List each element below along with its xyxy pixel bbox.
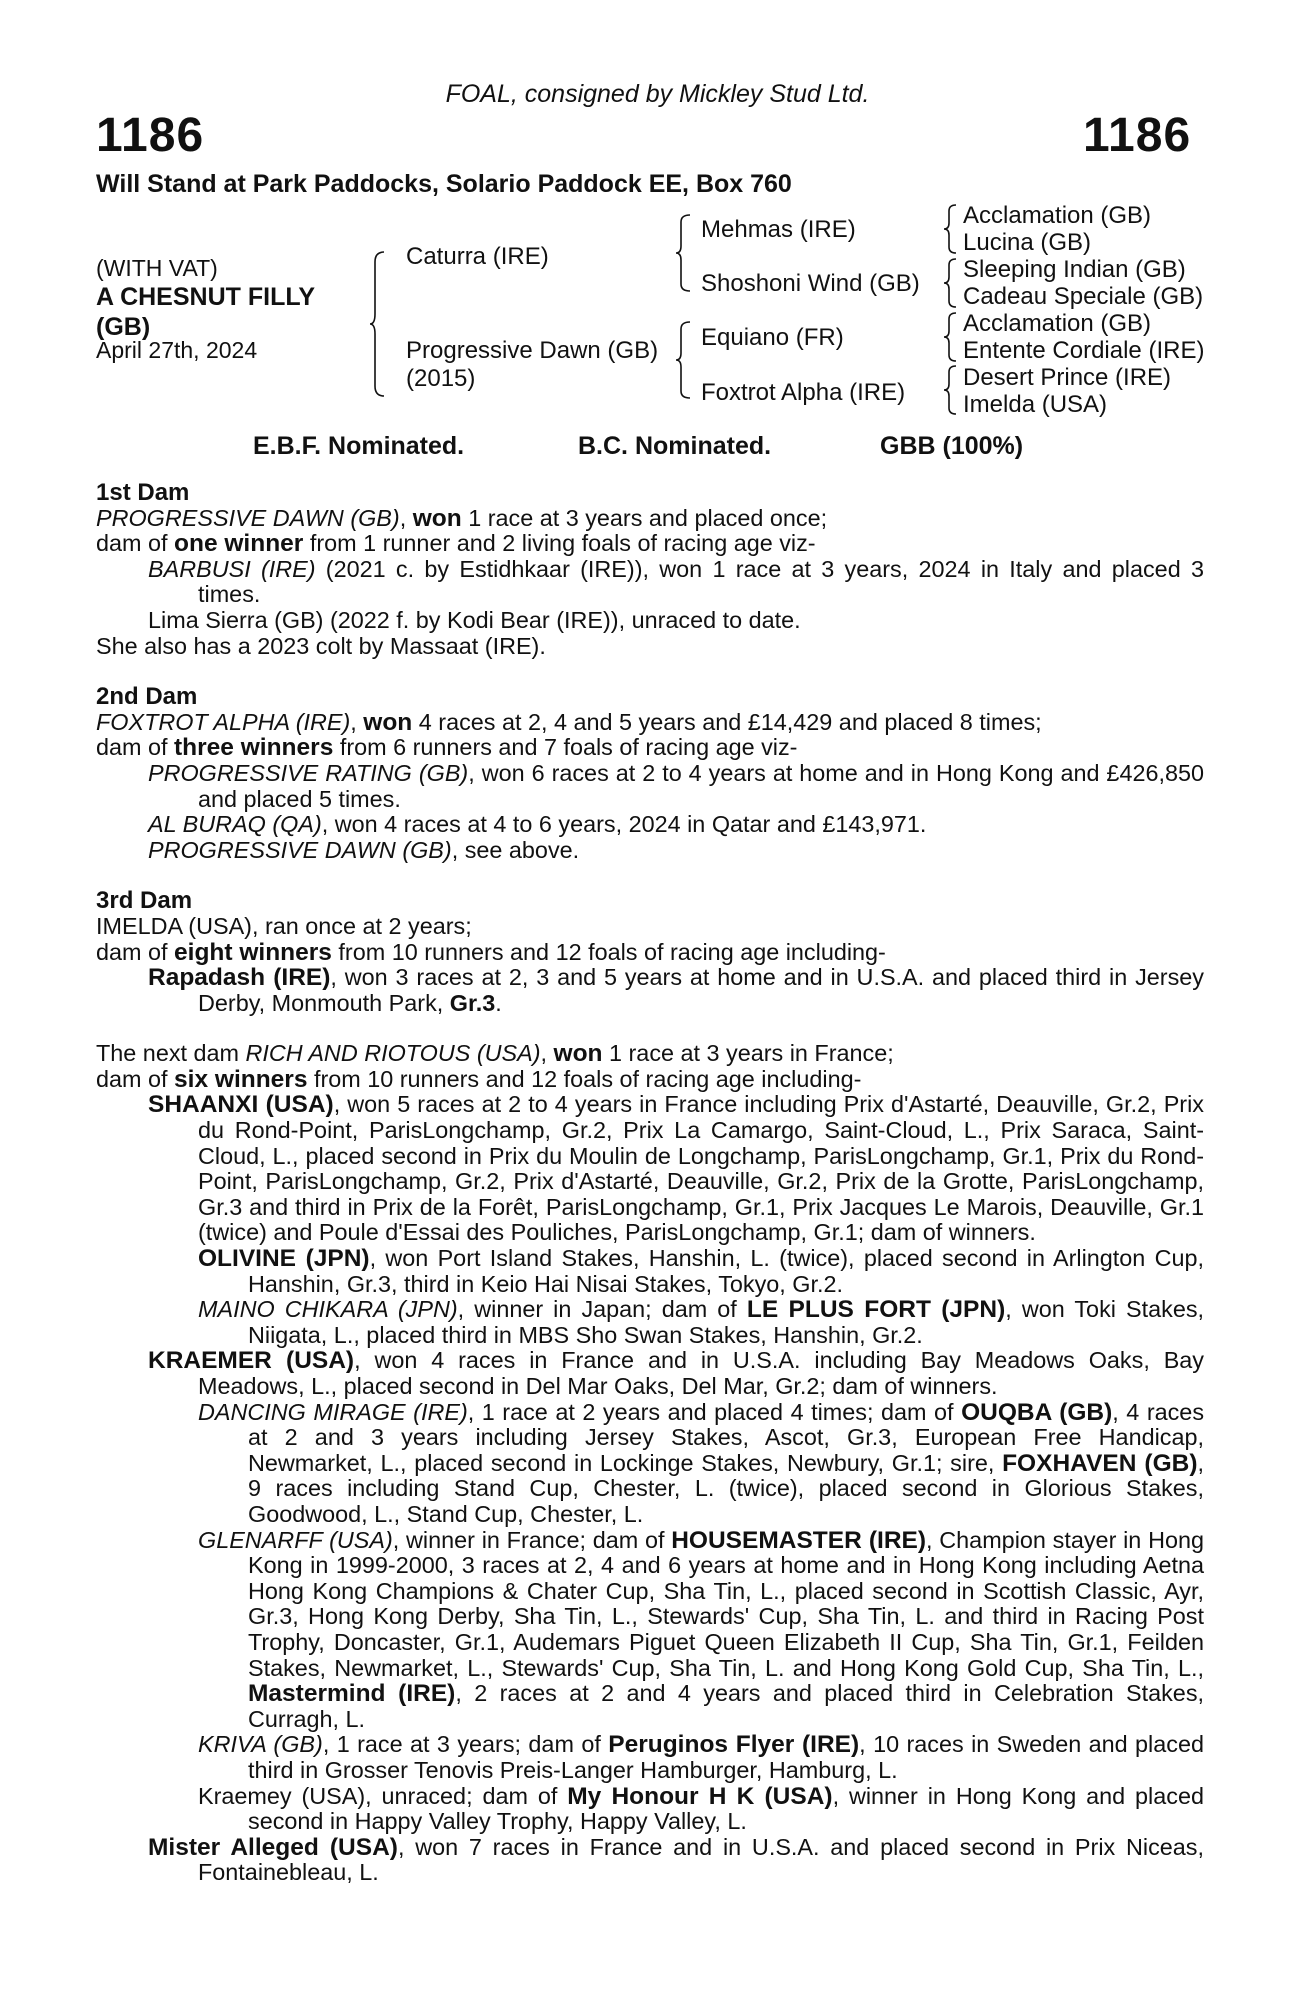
vat-note: (WITH VAT)	[96, 255, 218, 281]
offspring-dancing-mirage: DANCING MIRAGE (IRE), 1 race at 2 years and placed 4 times; dam of OUQBA (GB), 4 races at 2 and 3 years including Jersey Stakes, Ascot, Gr.3, European Free Handicap, Newmarket, L., placed second in Lockinge Stakes, Newbury, Gr.1; sire, FOXHAVEN (GB), 9 races including Stand Cup, Chester, L. (twice), placed second in Glorious Stakes, Goodwood, L., Stand Cup, Chester, L.	[198, 1398, 1205, 1527]
first-dam-heading: 1st Dam	[96, 479, 190, 506]
pedigree-sdd: Cadeau Speciale (GB)	[963, 283, 1204, 310]
second-dam-produce: dam of three winners from 6 runners and 7 foals of racing age viz-	[96, 734, 798, 762]
pedigree-bracket-ss	[944, 203, 960, 255]
first-dam-offspring-2: Lima Sierra (GB) (2022 f. by Kodi Bear (IRE)), unraced to date.	[148, 606, 801, 633]
lot-name-line2: (GB)	[96, 313, 151, 341]
pedigree-ddd: Imelda (USA)	[963, 391, 1108, 418]
third-dam-produce: dam of eight winners from 10 runners and 12 foals of racing age including-	[96, 938, 886, 966]
offspring-shaanxi: SHAANXI (USA), won 5 races at 2 to 4 years in France including Prix d'Astarté, Deauville, Gr.2, Prix du Rond-Point, ParisLongchamp, Gr.2, Prix La Camargo, Saint-Cloud, L., Prix Saraca, Saint-Cloud, L., placed second in Prix du Moulin de Longchamp, ParisLongchamp, Gr.1, Prix du Rond-Point, ParisLongchamp, Gr.2, Prix d'Astarté, Deauville, Gr.2, Prix de la Grotte, ParisLongchamp, Gr.3 and third in Prix de la Forêt, ParisLongchamp, Gr.1, Prix Jacques Le Marois, Deauville, Gr.1 (twice) and Poule d'Essai des Pouliches, ParisLongchamp, Gr.1; dam of winners.	[148, 1091, 1204, 1246]
pedigree-bracket-ds	[944, 311, 960, 363]
first-dam-offspring-1: BARBUSI (IRE) (2021 c. by Estidhkaar (IRE)), won 1 race at 3 years, 2024 in Italy and placed 3 times.	[148, 555, 1204, 608]
pedigree-bracket-dd	[944, 364, 960, 416]
third-dam-heading: 3rd Dam	[96, 887, 193, 915]
pedigree-bracket-dam	[676, 320, 696, 400]
produce-record	[96, 480, 1204, 1886]
next-dam-produce: dam of six winners from 10 runners and 12 foals of racing age including-	[96, 1065, 862, 1093]
lot-number-right: 1186	[1083, 109, 1192, 162]
second-dam-offspring-1: PROGRESSIVE RATING (GB), won 6 races at 2 to 4 years at home and in Hong Kong and £426,850 and placed 5 times.	[148, 759, 1204, 812]
stand-location: Will Stand at Park Paddocks, Solario Paddock EE, Box 760	[96, 170, 792, 198]
third-dam-record: IMELDA (USA), ran once at 2 years;	[96, 912, 472, 939]
gbb-status: GBB (100%)	[880, 432, 1024, 460]
pedigree-dsd: Entente Cordiale (IRE)	[963, 337, 1205, 364]
foaling-date: April 27th, 2024	[96, 337, 258, 363]
offspring-kraemey: Kraemey (USA), unraced; dam of My Honour H K (USA), winner in Hong Kong and placed second in Happy Valley Trophy, Happy Valley, L.	[198, 1782, 1204, 1835]
next-dam-record: The next dam RICH AND RIOTOUS (USA), won 1 race at 3 years in France;	[96, 1040, 894, 1068]
first-dam-record: PROGRESSIVE DAWN (GB), won 1 race at 3 years and placed once;	[96, 504, 828, 532]
third-dam-offspring-1: Rapadash (IRE), won 3 races at 2, 3 and 5 years at home and in U.S.A. and placed third in Jersey Derby, Monmouth Park, Gr.3.	[148, 964, 1204, 1016]
second-dam-offspring-2: AL BURAQ (QA), won 4 races at 4 to 6 years, 2024 in Qatar and £143,971.	[148, 811, 927, 838]
pedigree-sss: Acclamation (GB)	[963, 202, 1152, 229]
offspring-kraemer: KRAEMER (USA), won 4 races in France and in U.S.A. including Bay Meadows Oaks, Bay Meadows, L., placed second in Del Mar Oaks, Del Mar, Gr.2; dam of winners.	[148, 1347, 1205, 1399]
pedigree-dds: Desert Prince (IRE)	[963, 364, 1172, 391]
first-dam-note: She also has a 2023 colt by Massaat (IRE).	[96, 632, 546, 659]
pedigree-dam-line1: Progressive Dawn (GB)	[406, 337, 659, 364]
offspring-mister-alleged: Mister Alleged (USA), won 7 races in France and in U.S.A. and placed second in Prix Niceas, Fontainebleau, L.	[148, 1833, 1204, 1886]
lot-description	[96, 282, 315, 342]
lot-number-left: 1186	[96, 109, 205, 162]
offspring-glenarff: GLENARFF (USA), winner in France; dam of HOUSEMASTER (IRE), Champion stayer in Hong Kong in 1999-2000, 3 races at 2, 4 and 6 years at home and in Hong Kong including Aetna Hong Kong Champions & Chater Cup, Sha Tin, L., placed second in Scottish Classic, Ayr, Gr.3, Hong Kong Derby, Sha Tin, L., Stewards' Cup, Sha Tin, L. and third in Racing Post Trophy, Doncaster, Gr.1, Audemars Piguet Queen Elizabeth II Cup, Sha Tin, Gr.1, Feilden Stakes, Newmarket, L., Stewards' Cup, Sha Tin, L. and Hong Kong Gold Cup, Sha Tin, L., Mastermind (IRE), 2 races at 2 and 4 years and placed third in Celebration Stakes, Curragh, L.	[198, 1526, 1205, 1732]
pedigree-sire: Caturra (IRE)	[406, 243, 549, 270]
pedigree-bracket-sire	[676, 213, 696, 293]
pedigree-sire-dam: Shoshoni Wind (GB)	[701, 270, 920, 297]
lot-name-line1: A CHESNUT FILLY	[96, 283, 315, 311]
pedigree-sire-sire: Mehmas (IRE)	[701, 216, 856, 243]
pedigree-dam-dam: Foxtrot Alpha (IRE)	[701, 379, 906, 406]
pedigree-ssd: Lucina (GB)	[963, 229, 1092, 256]
offspring-olivine: OLIVINE (JPN), won Port Island Stakes, Hanshin, L. (twice), placed second in Arlington Cup, Hanshin, Gr.3, third in Keio Hai Nisai Stakes, Tokyo, Gr.2.	[198, 1245, 1204, 1297]
first-dam-produce: dam of one winner from 1 runner and 2 living foals of racing age viz-	[96, 530, 816, 558]
pedigree-sds: Sleeping Indian (GB)	[963, 256, 1186, 283]
offspring-kriva: KRIVA (GB), 1 race at 3 years; dam of Peruginos Flyer (IRE), 10 races in Sweden and placed third in Grosser Tenovis Preis-Langer Hamburger, Hamburg, L.	[198, 1731, 1204, 1783]
consignment-line: FOAL, consigned by Mickley Stud Ltd.	[445, 80, 870, 108]
ebf-nomination: E.B.F. Nominated.	[253, 432, 465, 460]
pedigree-dam-line2: (2015)	[406, 365, 476, 392]
pedigree-dam-sire: Equiano (FR)	[701, 324, 844, 351]
offspring-maino-chikara: MAINO CHIKARA (JPN), winner in Japan; dam of LE PLUS FORT (JPN), won Toki Stakes, Niigata, L., placed third in MBS Sho Swan Stakes, Hanshin, Gr.2.	[198, 1296, 1205, 1348]
pedigree-bracket-sd	[944, 257, 960, 309]
second-dam-offspring-3: PROGRESSIVE DAWN (GB), see above.	[148, 836, 580, 863]
pedigree-bracket-main	[370, 250, 390, 400]
second-dam-record: FOXTROT ALPHA (IRE), won 4 races at 2, 4 and 5 years and £14,429 and placed 8 times;	[96, 708, 1042, 736]
bc-nomination: B.C. Nominated.	[578, 432, 772, 460]
second-dam-heading: 2nd Dam	[96, 683, 198, 711]
pedigree-dss: Acclamation (GB)	[963, 310, 1152, 337]
